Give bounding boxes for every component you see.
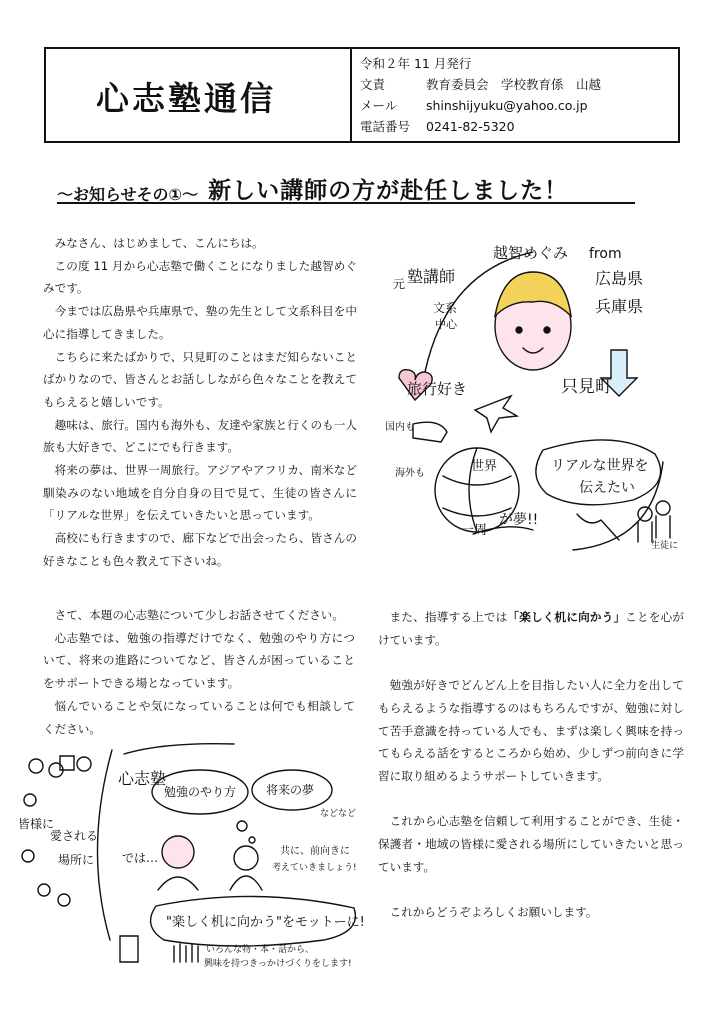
label-prefecture-1: 広島県 [595,269,644,288]
label-study-method: 勉強のやり方 [164,785,237,799]
paragraph: 勉強が好きでどんどん上を目指したい人に全力を出してもらえるような指導するのはもちろんですが、勉強に対して苦手意識を持っている人でも、まずは楽しく興味を持ってもらえる話をするところから始め、少しずつ前向きに学習に取り組めるようサポートしていきます。 [378,678,684,783]
info-key: 文責 [360,77,386,92]
student-figure [38,884,50,896]
paragraph: また、指導する上では「楽しく机に向かう」ことを心がけています。 [378,610,684,647]
heading-main: 新しい講師の方が赴任しました！ [208,178,569,204]
paragraph: 悩んでいることや気になっていることは何でも相談してください。 [43,698,355,736]
info-row-author [360,74,676,95]
train-icon [413,422,447,442]
label-world: 世界 [471,459,498,474]
paragraph: 趣味は、旅行。国内も海外も、友達や家族と行くのも一人旅も大好きで、どこにでも行きます。 [43,417,357,455]
mascot-figure [234,846,258,870]
right-column-text [378,606,684,924]
label-together-1: 共に、前向きに [280,846,350,857]
teacher-figure [162,836,194,868]
label-overseas: 海外も [395,468,425,479]
label-loved-3: 場所に [58,853,95,867]
label-name: 越智めぐみ [493,244,569,262]
paragraph: この度 11 月から心志塾で働くことになりました越智めぐみです。 [43,258,357,296]
label-real-world: リアルな世界を [551,458,649,474]
label-etc: などなど [320,809,357,819]
label-school: 心志塾 [118,769,167,788]
teacher-profile-illustration [383,232,695,568]
info-value: 教育委員会 学校教育係 山越 [426,77,602,92]
section-heading [57,172,635,204]
sketch-arc [97,750,112,940]
label-future-dream: 将来の夢 [266,783,315,797]
label-subject-focus: 中心 [435,318,457,331]
label-loved-2: 愛される [50,829,99,843]
info-key: メール [360,98,398,113]
student-figure [24,794,36,806]
label-motto: "楽しく机に向かう"をモットーに! [166,915,365,930]
student-figure [77,757,91,771]
label-round-trip: 一周 [461,523,488,538]
phone-number: 0241-82-5320 [426,119,515,134]
issue-date: 令和２年 11 月発行 [360,56,472,71]
motto-emphasis: 「楽しく机に向かう」 [507,610,626,624]
intro-text [43,232,357,573]
student-figure [58,894,70,906]
label-want-to-share: 伝えたい [579,480,635,496]
books-icon [174,944,198,962]
email-link[interactable]: shinshijyuku@yahoo.co.jp [426,98,588,113]
paragraph: これからどうぞよろしくお願いします。 [389,905,598,920]
paragraph: さて、本題の心志塾について少しお話させてください。 [54,608,344,622]
newsletter-title: 心志塾通信 [96,79,276,118]
paragraph: みなさん、はじめまして、こんにちは。 [54,236,264,250]
label-loved-1: 皆様に [18,817,55,831]
student-figure [29,759,43,773]
desk-icon [120,936,138,962]
paragraph: 将来の夢は、世界一周旅行。アジアやアフリカ、南米など馴染みのない地域を自分自身の目で見て、生徒の皆さんに「リアルな世界」を伝えていきたいと思っています。 [43,463,357,523]
label-subject: 文系 [433,301,458,315]
label-teacher: 塾講師 [407,267,456,286]
label-town: 只見町 [561,377,612,397]
issue-info [360,53,676,137]
label-prefecture-2: 兵庫県 [595,297,644,316]
label-interest-1: いろんな物・本・話から、 [206,945,315,955]
label-students: 生徒に [651,541,679,551]
student-figure [22,850,34,862]
title-cell [46,49,352,141]
eye [516,327,522,333]
label-interest-2: 興味を持つきっかけづくりをします! [204,959,352,969]
paragraph: 高校にも行きますので、廊下などで出会ったら、皆さんの好きなことも色々教えて下さいね。 [43,531,357,568]
heading-prefix: ～お知らせその①～ [57,185,199,204]
airplane-icon [475,396,517,432]
label-hobby: 旅行好き [407,380,468,398]
paragraph: これから心志塾を信頼して利用することができ、生徒・保護者・地域の皆様に愛される場所にしていきたいと思っています。 [378,814,684,874]
info-row-phone [360,116,676,137]
label-domestic: 国内も [385,422,415,433]
teacher-figure [577,514,619,540]
about-text [43,604,355,740]
label-school-suffix: では… [122,851,159,865]
label-dream: が夢!! [499,512,539,528]
paragraph: こちらに来たばかりで、只見町のことはまだ知らないことばかりなので、皆さんとお話ししながら色々なことを教えてもらえると嬉しいです。 [43,349,357,409]
info-row-email [360,95,676,116]
label-together-2: 考えていきましょう! [272,863,357,873]
label-former: 元 [393,277,406,291]
eye [544,327,550,333]
student-figure [656,501,670,515]
info-key: 電話番号 [360,119,411,134]
newsletter-header [44,47,680,143]
school-illustration [14,740,370,970]
label-from: from [589,246,622,262]
paragraph: 今までは広島県や兵庫県で、塾の先生として文系科目を中心に指導してきました。 [43,304,357,341]
paragraph: 心志塾では、勉強の指導だけでなく、勉強のやり方について、将来の進路についてなど、皆さんが困っていることをサポートできる場となっています。 [43,630,355,691]
